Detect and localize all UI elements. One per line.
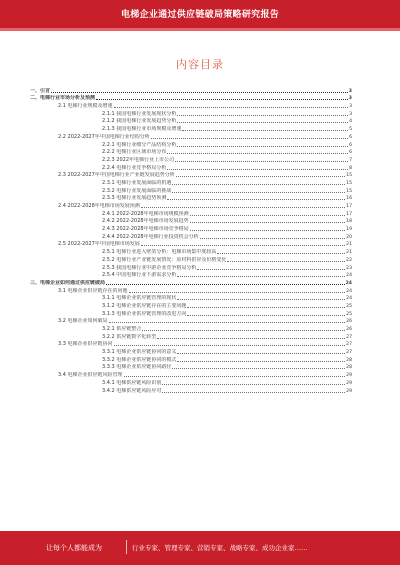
footer-slogan: 让每个人都能成为 [46,544,102,552]
toc-entry[interactable] [30,179,352,187]
toc-entry-page: 29 [346,373,352,379]
toc-leader-dots [162,392,345,393]
toc-leader-dots [141,207,345,208]
toc-entry[interactable] [30,387,352,395]
toc-entry-title: 2.1.3 我国电梯行业市场规模及增速 [102,126,182,133]
toc-entry-page: 25 [346,311,352,317]
toc-leader-dots [177,353,345,354]
toc-entry-page: 6 [349,134,352,140]
toc-entry-title: 3.2 电梯企业如何破局 [58,318,108,325]
toc-entry[interactable] [30,149,352,157]
toc-entry-title: 2.3.2 电梯行业发展面临的挑战 [102,187,172,194]
toc-entry-title: 2.2 2022-2027年中国电梯行业结构分析 [58,133,150,140]
toc-leader-dots [187,315,345,316]
toc-entry-title: 3.4.2 电梯供应链风险应对 [102,387,162,394]
toc-entry-page: 6 [349,150,352,156]
toc-entry-page: 24 [346,296,352,302]
toc-leader-dots [227,261,345,262]
toc-entry-title: 2.1.2 我国电梯行业发展趋势分析 [102,118,177,125]
toc-entry-title: 2.2.3 2022年电梯行业上市公司 [102,156,175,163]
toc-entry[interactable] [30,202,352,210]
toc-entry[interactable] [30,187,352,195]
toc-leader-dots [172,368,345,369]
toc-leader-dots [176,176,345,177]
toc-entry[interactable] [30,333,352,341]
toc-heading: 内容目录 [176,58,224,71]
toc-entry-page: 28 [346,365,352,371]
toc-leader-dots [190,230,346,231]
toc-entry-page: 5 [349,127,352,133]
toc-entry-title: 2.5 2022-2027年中国电梯市场发展 [58,241,140,248]
toc-entry-title: 3.3 电梯企业供应链协同 [58,341,113,348]
toc-leader-dots [190,215,346,216]
toc-leader-dots [190,222,346,223]
toc-entry[interactable] [30,241,352,249]
toc-entry-page: 25 [346,303,352,309]
toc-leader-dots [175,161,348,162]
toc-entry-title: 2.4.3 2022-2028年电梯市场竞争格局 [102,226,189,233]
toc-entry-title: 一、引言 [30,87,51,94]
toc-entry-title: 3.1.2 电梯企业供应链存在的主要问题 [102,302,187,309]
toc-entry-title: 3.1.1 电梯企业供应链管理的现状 [102,295,177,302]
toc-entry[interactable] [30,318,352,326]
toc-entry-page: 27 [346,342,352,348]
toc-leader-dots [197,269,345,270]
toc-entry[interactable] [30,371,352,379]
toc-entry[interactable] [30,125,352,133]
toc-leader-dots [177,276,345,277]
toc-leader-dots [162,384,345,385]
toc-entry[interactable] [30,118,352,126]
toc-entry-title: 3.2.1 供应链整合 [102,326,142,332]
toc-entry-page: 22 [346,257,352,263]
toc-leader-dots [172,192,345,193]
toc-entry-page: 27 [346,334,352,340]
toc-entry-title: 2.5.2 电梯行业产业链发展情况：原材料供应及价格变化 [102,256,227,263]
toc-entry-title: 2.3.3 电梯行业发展趋势预测 [102,195,167,202]
toc-entry-page: 29 [346,388,352,394]
toc-entry-page: 23 [346,265,352,271]
toc-entry-title: 3.4.1 电梯供应链风险识别 [102,379,162,386]
toc-entry[interactable] [30,295,352,303]
toc-entry[interactable] [30,218,352,226]
toc-entry-title: 2.3.1 电梯行业发展面临的机遇 [102,179,172,186]
toc-leader-dots [114,345,346,346]
toc-entry-page: 21 [346,242,352,248]
toc-leader-dots [217,253,345,254]
toc-entry[interactable] [30,172,352,180]
toc-leader-dots [114,107,349,108]
toc-leader-dots [177,122,348,123]
toc-leader-dots [167,169,348,170]
toc-leader-dots [96,99,348,100]
toc-entry[interactable] [30,302,352,310]
toc-entry-page: 29 [346,380,352,386]
toc-entry-title: 2.5.3 我国电梯行业中游企业竞争格局分析 [102,264,197,271]
toc-entry-title: 3.1.3 电梯企业供应链管理的改进方向 [102,310,187,317]
toc-entry[interactable] [30,102,352,110]
toc-entry-page: 16 [346,196,352,202]
toc-leader-dots [177,299,345,300]
toc-entry[interactable] [30,279,352,287]
toc-entry-page: 6 [349,142,352,148]
toc-leader-dots [124,376,346,377]
toc-entry-page: 24 [345,280,352,286]
toc-leader-dots [177,115,348,116]
toc-entry-page: 15 [346,188,352,194]
toc-entry-page: 24 [346,273,352,279]
toc-entry-page: 7 [349,157,352,163]
toc-entry[interactable] [30,87,352,95]
toc-entry-title: 2.5.1 电梯行业进入壁垒分析：电梯市场集中度较高 [102,249,217,256]
toc-entry-title: 三、电梯企业如何通过供应链破局 [30,279,106,286]
toc-entry-page: 18 [346,219,352,225]
toc-entry-page: 27 [346,350,352,356]
toc-entry-title: 3.3.2 电梯企业供应链协同的模式 [102,356,177,363]
toc-entry-page: 19 [346,227,352,233]
toc-entry-title: 3.3.3 电梯企业供应链协同路径 [102,364,172,371]
toc-leader-dots [182,130,348,131]
toc-leader-dots [177,146,348,147]
toc-entry-page: 26 [346,319,352,325]
toc-entry[interactable] [30,272,352,280]
toc-entry-title: 2.3 2022-2027年中国电梯行业产业链发展趋势分析 [58,172,175,179]
toc-entry-title: 2.4.4 2022-2028年电梯行业投资机会分析 [102,233,199,240]
toc-leader-dots [106,284,345,285]
toc-entry-page: 21 [346,250,352,256]
toc-entry-page: 20 [346,234,352,240]
toc-entry[interactable] [30,341,352,349]
toc-entry[interactable] [30,248,352,256]
toc-entry[interactable] [30,325,352,333]
toc-entry-title: 二、电梯行业市场分析及预测 [30,95,96,102]
toc-leader-dots [187,307,345,308]
toc-entry-page: 26 [346,327,352,332]
toc-entry-page: 24 [346,288,352,294]
toc-entry[interactable] [30,310,352,318]
toc-entry-title: 3.2.2 供应链数字化转型 [102,333,157,340]
toc-entry-page: 15 [346,173,352,179]
toc-entry[interactable] [30,348,352,356]
toc-entry[interactable] [30,356,352,364]
toc-leader-dots [151,138,348,139]
toc-entry-page: 28 [346,357,352,363]
toc-entry-title: 3.3.1 电梯企业供应链协同的意义 [102,349,177,356]
toc-entry[interactable] [30,225,352,233]
toc-entry-title: 2.2.1 电梯行业细分产品结构分析 [102,141,177,148]
toc-leader-dots [200,238,346,239]
toc-entry-page: 3 [348,88,352,94]
toc-entry[interactable] [30,95,352,103]
toc-entry[interactable] [30,379,352,387]
toc-entry[interactable] [30,364,352,372]
toc-entry[interactable] [30,256,352,264]
toc-entry-page: 3 [349,111,352,117]
toc-entry[interactable] [30,210,352,218]
toc-entry[interactable] [30,156,352,164]
toc-entry-title: 2.1 电梯行业规模及增速 [58,103,113,110]
toc-entry[interactable] [30,233,352,241]
toc-leader-dots [172,184,345,185]
toc-entry-title: 2.5.4 中国电梯行业下游需求分析 [102,272,177,279]
toc-entry-page: 17 [346,204,352,209]
table-of-contents [30,87,352,395]
toc-entry-page: 8 [349,165,352,171]
toc-entry-title: 2.2.2 电梯行业区域市场分布 [102,149,167,156]
toc-entry-page: 3 [349,104,352,110]
footer-tagline: 行业专家、管理专家、营销专家、战略专家、成功企业家…… [132,544,308,552]
toc-entry[interactable] [30,133,352,141]
toc-entry[interactable] [30,287,352,295]
toc-entry-title: 2.4.1 2022-2028年电梯市场规模预测 [102,210,189,217]
footer-divider [126,540,127,554]
toc-leader-dots [51,92,348,93]
toc-entry[interactable] [30,264,352,272]
toc-entry-title: 2.1.1 我国电梯行业发展现状分析 [102,110,177,117]
toc-entry[interactable] [30,164,352,172]
toc-leader-dots [141,245,345,246]
toc-entry-page: 3 [348,96,352,102]
toc-leader-dots [157,338,345,339]
toc-entry-title: 2.4 2022-2028年电梯市场发展预测 [58,203,140,209]
toc-entry[interactable] [30,110,352,118]
toc-leader-dots [177,361,345,362]
toc-entry-title: 2.4.2 2022-2028年电梯市场发展趋势 [102,218,189,225]
toc-leader-dots [142,330,345,331]
toc-entry-page: 15 [346,180,352,186]
toc-entry-title: 3.1 电梯企业供应链存在的问题 [58,287,128,294]
document-title: 电梯企业通过供应链破局策略研究报告 [120,10,280,20]
toc-entry-page: 4 [349,119,352,125]
toc-entry-title: 2.2.4 电梯行业竞争格局分析 [102,164,167,171]
toc-entry-page: 17 [346,211,352,217]
toc-leader-dots [167,153,348,154]
toc-entry[interactable] [30,141,352,149]
toc-leader-dots [129,292,346,293]
toc-entry-title: 3.4 电梯企业供应链风险管理 [58,372,123,379]
toc-entry[interactable] [30,195,352,203]
toc-leader-dots [109,322,346,323]
toc-leader-dots [167,199,345,200]
